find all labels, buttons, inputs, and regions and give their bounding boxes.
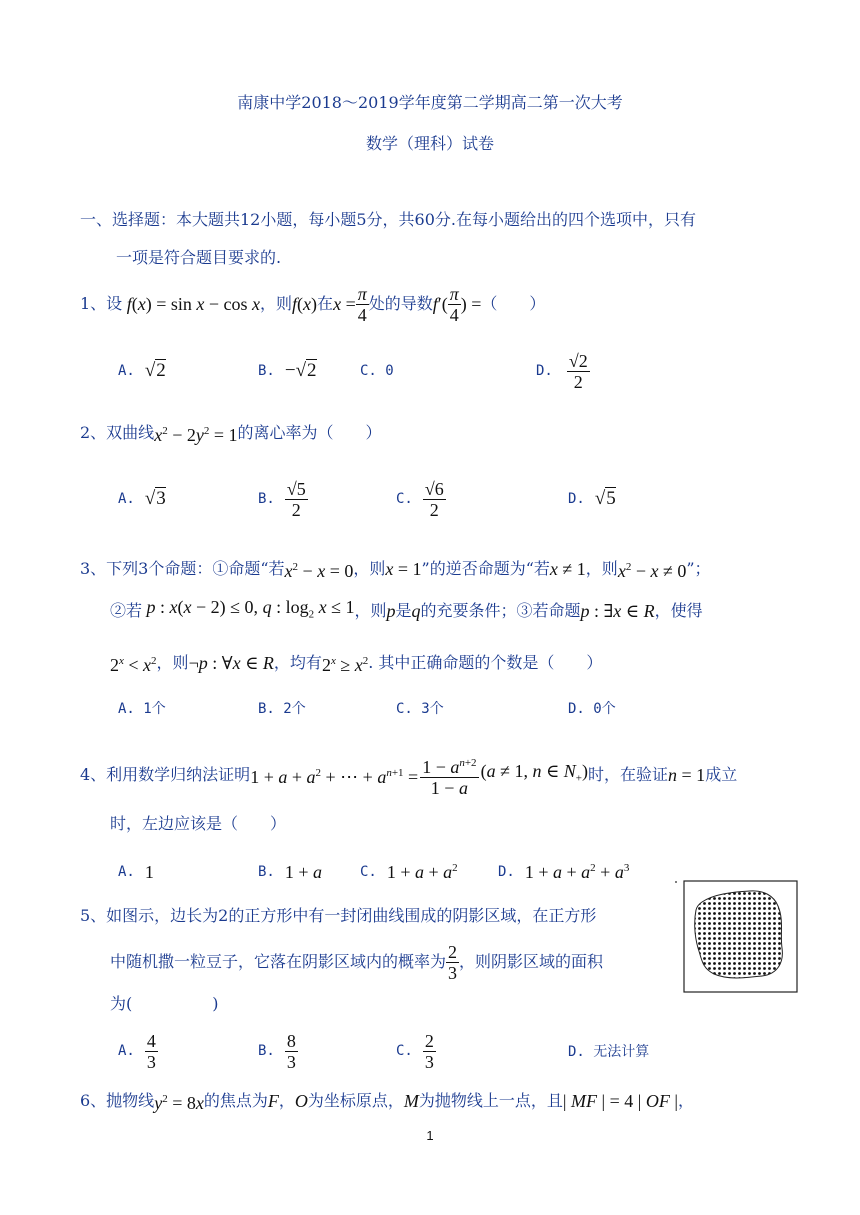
q5-option-c-label: C. [396, 1043, 413, 1059]
q3-text-e: ”； [686, 559, 711, 578]
shaded-region-figure [672, 876, 802, 996]
q2-text: 的离心率为（ ） [237, 423, 382, 442]
q5-option-d-label: D. 无法计算 [568, 1044, 650, 1060]
q6-text-f: ， [677, 1091, 694, 1110]
q3-text-a: 3、下列3个命题：①命题“若 [80, 559, 285, 578]
q6-math-2: | MF | = 4 | OF | [562, 1091, 678, 1111]
q5-option-d [568, 1040, 649, 1062]
question-6 [80, 1086, 694, 1116]
q3-math-7: $2^x < x^2$ [110, 655, 157, 675]
q3-math-q: q [411, 601, 421, 621]
q4-option-d [498, 858, 629, 886]
q4-option-a-label: A. [118, 864, 135, 880]
q3-text-i: 的充要条件；③若命题 [420, 601, 581, 620]
q3-text-k: ，则 [156, 653, 189, 672]
question-2 [80, 418, 382, 448]
q4-option-d-label: D. [498, 864, 515, 880]
question-5-line3: 为( ) [110, 994, 219, 1013]
q2-option-d-label: D. [568, 491, 585, 507]
q5-option-b [258, 1026, 298, 1076]
q3-text-j: ，使得 [654, 601, 703, 620]
q2-option-d [568, 476, 616, 522]
q3-math-9: $2^x \ge x^2$ [321, 655, 369, 675]
q4-option-c-label: C. [360, 864, 377, 880]
q1-option-a-label: A. [118, 363, 135, 379]
q1-math-deriv: f′( [432, 294, 448, 314]
q1-text1: ，则 [260, 294, 293, 313]
page-number: 1 [426, 1128, 434, 1143]
q1-option-b-label: B. [258, 363, 275, 379]
q6-math-O: O [294, 1091, 308, 1111]
q3-option-b: B. 2个 [258, 701, 306, 717]
q1-text2: 在 [317, 294, 334, 313]
q3-text-d: ，则 [585, 559, 618, 578]
q2-option-c-label: C. [396, 491, 413, 507]
q3-math-4: $x^2 - x \ne 0$ [617, 561, 687, 581]
exam-subtitle: 数学（理科）试卷 [365, 134, 494, 153]
q1-option-d-label: D. [536, 363, 553, 379]
q1-math-fx: f(x) = sin x − cos x [126, 294, 261, 314]
section-heading-cont: 一项是符合题目要求的. [116, 248, 282, 267]
q1-blank: （ ） [481, 294, 546, 313]
question-3-line1 [80, 554, 711, 584]
q1-num: 1、设 [80, 294, 123, 313]
q1-option-d [536, 344, 590, 398]
q3-math-5: p : x(x − 2) ≤ 0, q : $\log_2 x \le 1$ [146, 597, 355, 621]
q4-text-c: 成立 [705, 765, 738, 784]
question-4-line2: 时，左边应该是（ ） [110, 814, 287, 833]
q2-num: 2、双曲线 [80, 423, 155, 442]
q4-option-b-value: 1 + a [284, 861, 323, 882]
q3-text-c: ”的逆否命题为“若 [421, 559, 550, 578]
q3-text-g: ，则 [354, 601, 387, 620]
q5-option-a-value: $\frac{4}{3}$ [146, 1030, 156, 1072]
q3-math-6: p : ∃x ∈ R [580, 601, 655, 621]
q1-option-d-value: $\frac{√2}{2}$ [568, 350, 588, 392]
q6-text-c: ， [278, 1091, 295, 1110]
q1-math-eq: ) = [460, 294, 482, 314]
q6-text-e: 为抛物线上一点，且 [418, 1091, 563, 1110]
q4-text-b: 时，在验证 [588, 765, 669, 784]
q4-option-c-value: $1 + a + a^2$ [386, 861, 458, 882]
q6-text-b: 的焦点为 [203, 1091, 268, 1110]
q3-math-1: $x^2 - x = 0$ [284, 561, 354, 581]
q4-option-b [258, 858, 322, 886]
q1-option-c-label: C. 0 [360, 363, 394, 379]
q3-math-3: x ≠ 1 [549, 559, 586, 579]
q5-option-b-value: $\frac{8}{3}$ [286, 1030, 296, 1072]
q2-option-a [118, 476, 166, 522]
question-5-line2 [110, 936, 603, 988]
section-heading: 一、选择题：本大题共12小题，每小题5分，共60分.在每小题给出的四个选项中，只有 [80, 210, 696, 229]
q4-option-b-label: B. [258, 864, 275, 880]
q1-math-x: x = [333, 294, 356, 314]
q3-text-l: ，均有 [273, 653, 322, 672]
q2-option-a-label: A. [118, 491, 135, 507]
q1-option-b [258, 348, 317, 394]
q2-option-b-label: B. [258, 491, 275, 507]
q3-math-p: p [386, 601, 396, 621]
q1-option-b-value: −√2 [284, 360, 317, 381]
q4-text-a: 4、利用数学归纳法证明 [80, 765, 251, 784]
q1-frac-pi4b: $\frac{\pi}{4}$ [449, 283, 459, 325]
q4-option-a [118, 858, 154, 886]
q1-option-a-value: √2 [144, 360, 166, 381]
q3-text-f: ②若 [110, 601, 143, 620]
q3-math-2: x = 1 [385, 559, 422, 579]
q2-option-a-value: √3 [144, 488, 166, 509]
q2-option-d-value: √5 [594, 488, 616, 509]
q4-math-sum: $1 + a + a^2$ + ⋯ + $a^{n+1}$ = [250, 767, 419, 787]
q5-text-b: ，则阴影区域的面积 [459, 952, 604, 971]
q2-option-c [396, 472, 446, 526]
q2-option-c-value: $\frac{√6}{2}$ [424, 478, 444, 520]
q1-text3: 处的导数 [368, 294, 433, 313]
q5-option-c-value: $\frac{2}{3}$ [424, 1030, 434, 1072]
q2-math: $x^2 - 2y^2 = 1$ [154, 425, 238, 445]
q1-option-a [118, 348, 166, 394]
q1-math-f: f(x) [292, 294, 318, 314]
q3-option-d: D. 0个 [568, 701, 616, 717]
q4-option-c [360, 858, 458, 886]
q5-text-a: 中随机撒一粒豆子，它落在阴影区域内的概率为 [110, 952, 447, 971]
q5-option-a-label: A. [118, 1043, 135, 1059]
question-4-line1 [80, 748, 737, 802]
q5-option-a [118, 1026, 158, 1076]
q3-option-c: C. 3个 [396, 701, 444, 717]
q6-math-1: $y^2 = 8x$ [154, 1093, 204, 1113]
q3-text-h: 是 [395, 601, 412, 620]
q5-option-c [396, 1026, 436, 1076]
question-3-line3 [110, 648, 602, 678]
q5-frac-2-3: $\frac{2}{3}$ [448, 941, 458, 983]
q3-option-a: A. 1个 [118, 701, 166, 717]
q6-math-M: M [403, 1091, 419, 1111]
question-1 [80, 282, 545, 326]
q1-frac-pi4: $\frac{\pi}{4}$ [357, 283, 367, 325]
q4-math-frac: $\frac{1 - a^{n+2}}{1 - a}$ [420, 753, 478, 798]
q3-text-b: ，则 [353, 559, 386, 578]
q1-option-c [360, 348, 394, 394]
exam-title: 南康中学2018～2019学年度第二学期高二第一次大考 [237, 93, 623, 112]
question-5-line1: 5、如图示，边长为2的正方形中有一封闭曲线围成的阴影区域，在正方形 [80, 906, 597, 925]
q4-math-n: n = 1 [668, 765, 706, 785]
q4-math-cond: (a ≠ 1, n ∈ $N_+$) [480, 761, 589, 785]
q3-text-m: . 其中正确命题的个数是（ ） [368, 653, 603, 672]
q2-option-b [258, 472, 308, 526]
question-3-line2 [110, 596, 703, 626]
q4-option-a-value: 1 [144, 861, 154, 882]
q5-option-b-label: B. [258, 1043, 275, 1059]
q6-math-F: F [267, 1091, 279, 1111]
q4-option-d-value: $1 + a + a^2 + a^3$ [524, 861, 630, 882]
q6-text-d: 为坐标原点， [307, 1091, 404, 1110]
q2-option-b-value: $\frac{√5}{2}$ [286, 478, 306, 520]
q6-text-a: 6、抛物线 [80, 1091, 155, 1110]
q3-math-8: ¬p : ∀x ∈ R [188, 653, 274, 673]
